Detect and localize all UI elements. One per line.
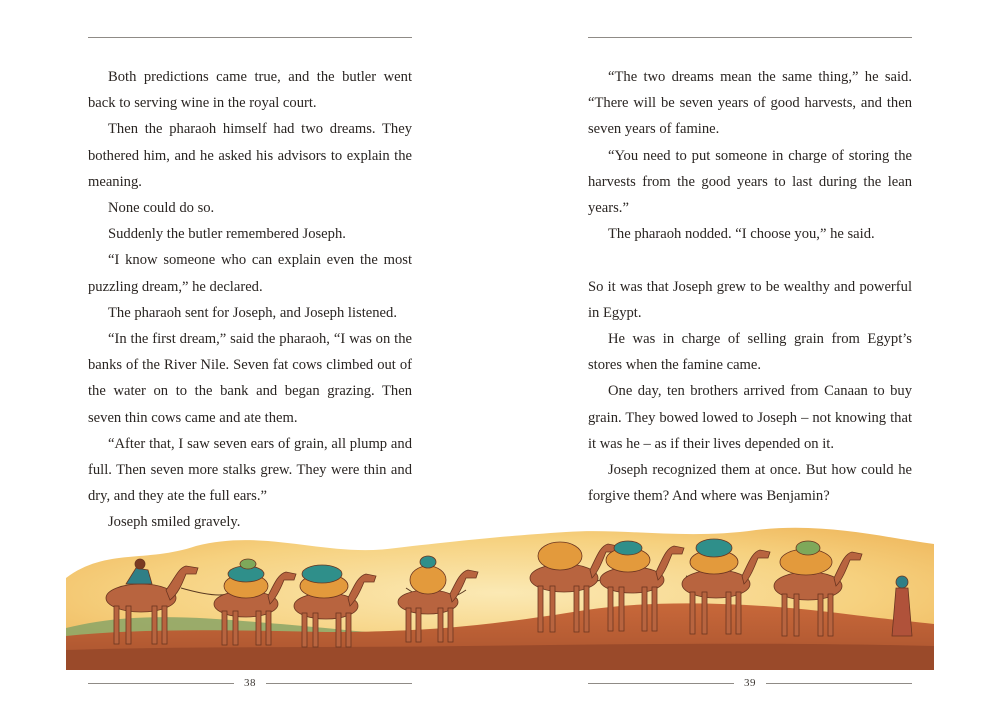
page-number: 38	[244, 677, 256, 689]
paragraph: Joseph smiled gravely.	[108, 514, 241, 531]
paragraph: Then the pharaoh himself had two dreams. They bothered him, and he asked his advisors to explain the meaning.	[88, 121, 412, 190]
footer-rule	[588, 683, 734, 684]
paragraph: Suddenly the butler remembered Joseph.	[108, 226, 346, 243]
paragraph: None could do so.	[108, 200, 215, 217]
paragraph: One day, ten brothers arrived from Canaan to buy grain. They bowed lowed to Joseph – not knowing that it was he – as if their lives depended on it.	[588, 383, 912, 452]
paragraph: “I know someone who can explain even the most puzzling dream,” he declared.	[88, 252, 412, 295]
paragraph: He was in charge of selling grain from Egypt’s stores when the famine came.	[588, 331, 912, 374]
footer-rule	[766, 683, 912, 684]
page-number: 39	[744, 677, 756, 689]
footer-rule	[88, 683, 234, 684]
paragraph: “After that, I saw seven ears of grain, all plump and full. Then seven more stalks grew. They were thin and dry, and they ate the full ears.”	[88, 435, 412, 505]
paragraph: The pharaoh nodded. “I choose you,” he said.	[608, 226, 875, 243]
left-page-text	[88, 64, 412, 536]
paragraph: “In the first dream,” said the pharaoh, “I was on the banks of the River Nile. Seven fat cows climbed out of the water on to the bank and began grazing. Then seven thin cows came and ate them.	[88, 331, 412, 426]
page-footer	[88, 676, 412, 690]
section-break	[588, 247, 912, 273]
camel-caravan-illustration	[66, 518, 934, 670]
paragraph: The pharaoh sent for Joseph, and Joseph listened.	[108, 304, 397, 321]
camel-caravan-artwork	[66, 518, 934, 670]
right-page-text	[588, 64, 912, 509]
page-footer	[588, 676, 912, 690]
paragraph: So it was that Joseph grew to be wealthy and powerful in Egypt.	[588, 278, 912, 321]
paragraph: “The two dreams mean the same thing,” he said. “There will be seven years of good harvests, and then seven years of famine.	[588, 69, 912, 138]
paragraph: Both predictions came true, and the butler went back to serving wine in the royal court.	[88, 69, 412, 112]
footer-rule	[266, 683, 412, 684]
paragraph: Joseph recognized them at once. But how could he forgive them? And where was Benjamin?	[588, 462, 912, 505]
top-rule	[88, 37, 412, 38]
top-rule	[588, 37, 912, 38]
paragraph: “You need to put someone in charge of storing the harvests from the good years to last during the lean years.”	[588, 147, 912, 217]
